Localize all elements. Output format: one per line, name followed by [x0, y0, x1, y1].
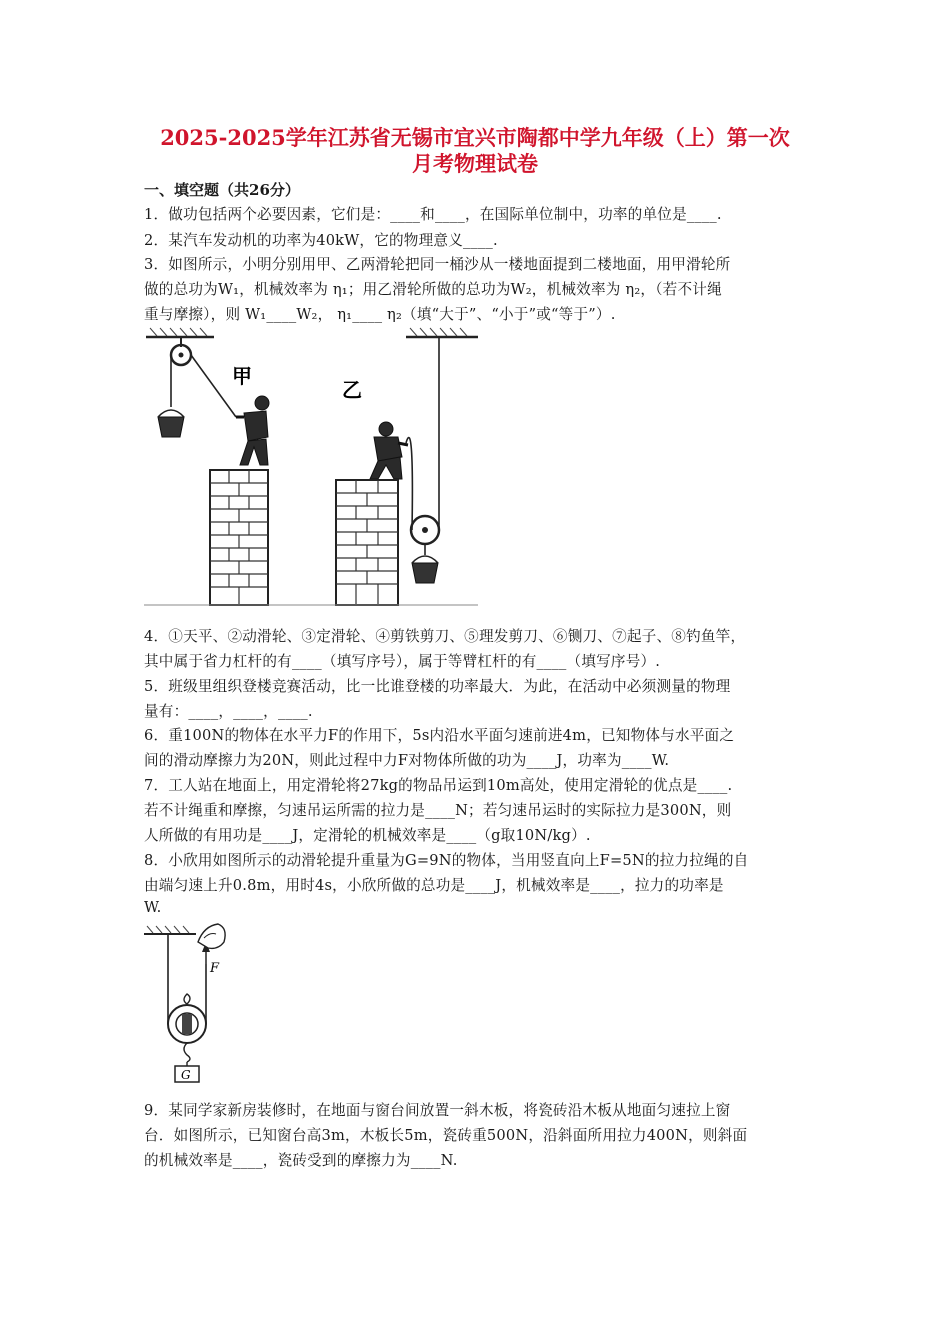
question-4-line-1: 4．①天平、②动滑轮、③定滑轮、④剪铁剪刀、⑤理发剪刀、⑥铡刀、⑦起子、⑧钓鱼竿，	[144, 628, 746, 645]
page-title-line-2: 月考物理试卷	[412, 151, 538, 176]
label-f: F	[210, 961, 220, 976]
pulley-comparison-figure	[144, 325, 480, 607]
label-yi: 乙	[342, 378, 362, 402]
question-4-line-2: 其中属于省力杠杆的有____（填写序号），属于等臂杠杆的有____（填写序号）.	[144, 653, 661, 670]
question-9-line-3: 的机械效率是____，瓷砖受到的摩擦力为____N.	[144, 1152, 458, 1169]
label-jia: 甲	[232, 364, 252, 388]
question-7-line-2: 若不计绳重和摩擦，匀速吊运所需的拉力是____N；若匀速吊运时的实际拉力是300N，则	[144, 802, 732, 819]
question-7-line-3: 人所做的有用功是____J，定滑轮的机械效率是____（g取10N/kg）.	[144, 827, 591, 844]
question-6-line-2: 间的滑动摩擦力为20N，则此过程中力F对物体所做的功为____J，功率为____W.	[144, 752, 670, 769]
section-heading: 一、填空题（共26分）	[144, 181, 300, 199]
question-8-line-2: 由端匀速上升0.8m，用时4s，小欣所做的总功是____J，机械效率是____，拉力的功率是	[144, 877, 724, 894]
movable-pulley-figure	[144, 922, 234, 1084]
question-6-line-1: 6．重100N的物体在水平力F的作用下，5s内沿水平面匀速前进4m，已知物体与水平面之	[144, 727, 735, 744]
question-7-line-1: 7．工人站在地面上，用定滑轮将27kg的物品吊运到10m高处，使用定滑轮的优点是____.	[144, 777, 733, 794]
question-3-line-2: 做的总功为W₁，机械效率为 η₁；用乙滑轮所做的总功为W₂，机械效率为 η₂，（若不计绳	[144, 281, 722, 298]
question-3-line-1: 3．如图所示，小明分别用甲、乙两滑轮把同一桶沙从一楼地面提到二楼地面，用甲滑轮所	[144, 256, 731, 273]
question-8-line-1: 8．小欣用如图所示的动滑轮提升重量为G=9N的物体，当用竖直向上F=5N的拉力拉绳的自	[144, 852, 749, 869]
question-5-line-2: 量有：____，____，____.	[144, 703, 313, 720]
question-9-line-2: 台．如图所示，已知窗台高3m，木板长5m，瓷砖重500N，沿斜面所用拉力400N，则斜面	[144, 1127, 748, 1144]
label-g: G	[181, 1068, 191, 1082]
question-9-line-1: 9．某同学家新房装修时，在地面与窗台间放置一斜木板，将瓷砖沿木板从地面匀速拉上窗	[144, 1102, 731, 1119]
page-title: 2025-2025学年江苏省无锡市宜兴市陶都中学九年级（上）第一次	[160, 125, 790, 150]
question-2-line-1: 2．某汽车发动机的功率为40kW，它的物理意义____.	[144, 232, 498, 249]
question-3-line-3: 重与摩擦），则 W₁____W₂， η₁____ η₂（填“大于”、“小于”或“等于”）.	[144, 306, 616, 323]
question-5-line-1: 5．班级里组织登楼竞赛活动，比一比谁登楼的功率最大．为此，在活动中必须测量的物理	[144, 678, 731, 695]
question-8-line-3: W.	[144, 899, 162, 916]
question-1-line-1: 1．做功包括两个必要因素，它们是：____和____，在国际单位制中，功率的单位是____.	[144, 206, 722, 223]
